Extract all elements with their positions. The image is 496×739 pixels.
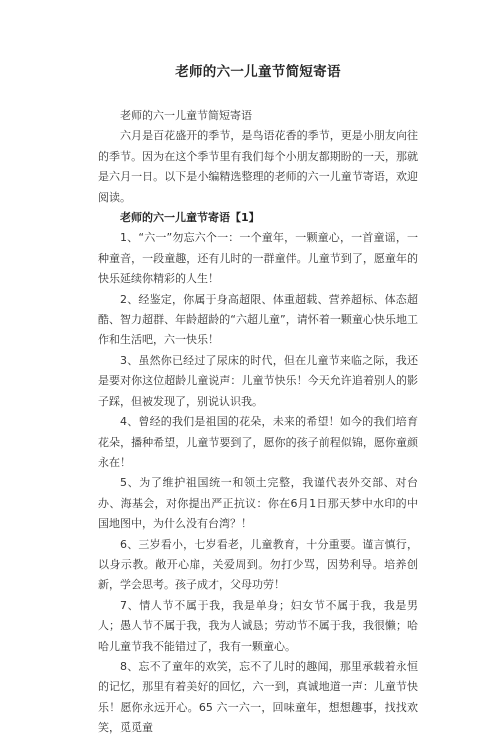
list-item: 1、“六一”勿忘六个一：一个童年，一颗童心，一首童谣，一种童音，一段童趣，还有儿时的一群童伴。儿童节到了，愿童年的快乐延续你精彩的人生！	[98, 231, 418, 286]
section-heading: 老师的六一儿童节寄语【1】	[120, 211, 260, 225]
list-item: 3、虽然你已经过了尿床的时代，但在儿童节来临之际，我还是要对你这位超龄儿童说声：儿童节快乐！今天允许追着别人的影子踩，但被发现了，别说认识我。	[98, 353, 418, 408]
list-item: 2、经鉴定，你属于身高超限、体重超载、营养超标、体态超酷、智力超群、年龄超龄的“六超儿童”，请怀着一颗童心快乐地工作和生活吧，六一快乐！	[98, 292, 418, 347]
list-item: 6、三岁看小，七岁看老，儿童教育，十分重要。谨言慎行，以身示教。敞开心扉，关爱周到。勿打少骂，因势利导。培养创新，学会思考。孩子成才，父母功劳！	[98, 537, 418, 592]
intro-paragraph: 六月是百花盛开的季节，是鸟语花香的季节，更是小朋友向往的季节。因为在这个季节里有我们每个小朋友都期盼的一天，那就是六月一日。以下是小编精选整理的老师的六一儿童节寄语，欢迎阅读。	[98, 129, 418, 204]
list-item: 4、曾经的我们是祖国的花朵，未来的希望！如今的我们培育花朵，播种希望，儿童节要到了，愿你的孩子前程似锦，愿你童颜永在！	[98, 415, 418, 469]
list-item: 7、情人节不属于我，我是单身；妇女节不属于我，我是男人；愚人节不属于我，我为人诚恳；劳动节不属于我，我很懒；哈哈儿童节我不能错过了，我有一颗童心。	[98, 598, 418, 653]
document-title: 老师的六一儿童节简短寄语	[175, 64, 341, 80]
list-item: 8、忘不了童年的欢笑，忘不了儿时的趣闻，那里承载着永恒的记忆，那里有着美好的回忆，六一到，真诚地道一声：儿童节快乐！愿你永远开心。65 六一六一，回味童年，想想趣事，找找欢笑，觅觅童	[98, 659, 418, 735]
intro-subtitle: 老师的六一儿童节简短寄语	[120, 109, 252, 122]
list-item: 5、为了维护祖国统一和领土完整，我谨代表外交部、对台办、海基会，对你提出严正抗议：你在6月1日那天梦中水印的中国地图中，为什么没有台湾？！	[98, 476, 418, 531]
